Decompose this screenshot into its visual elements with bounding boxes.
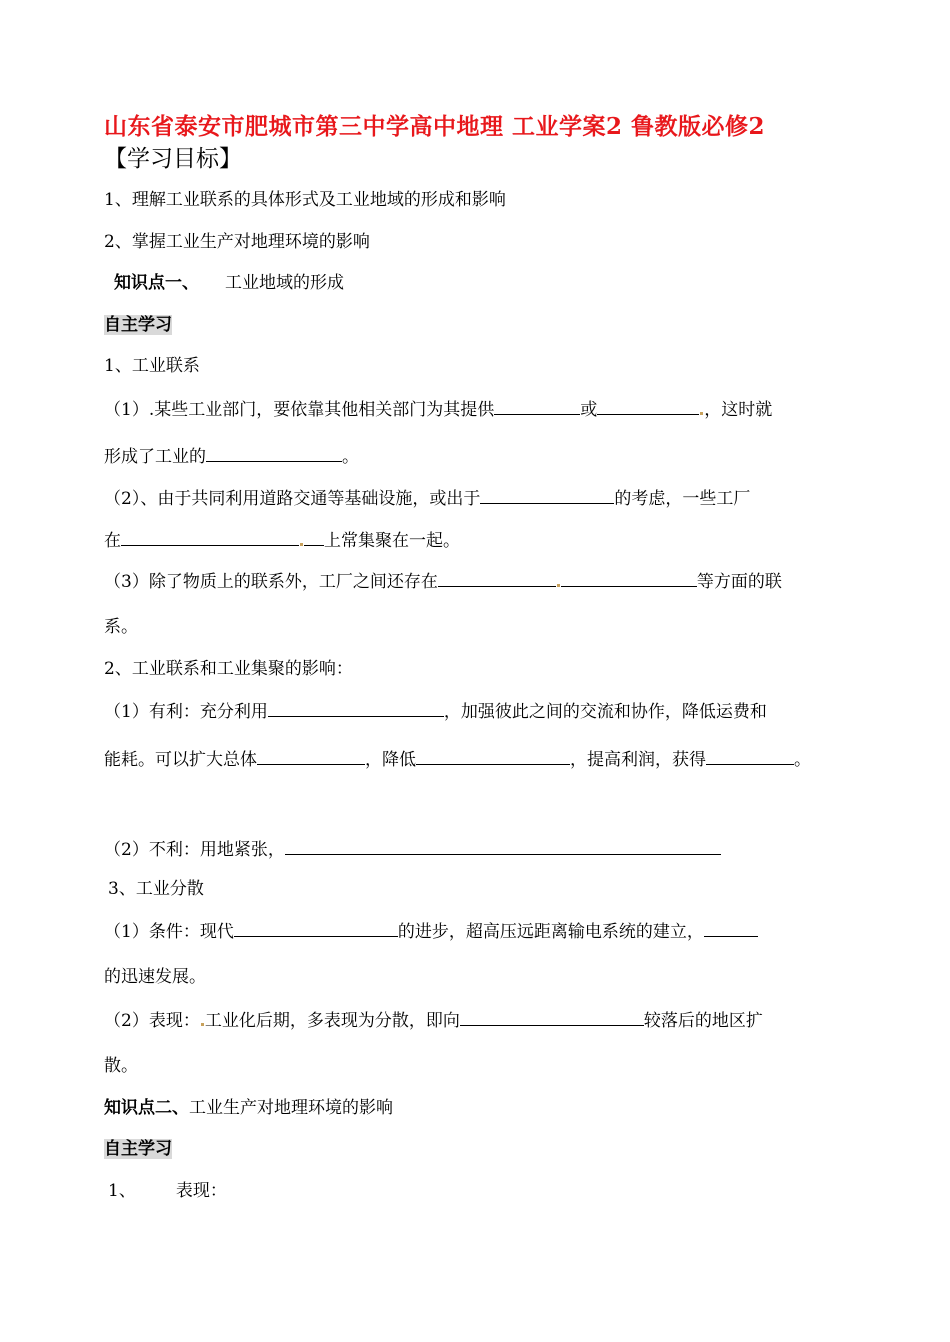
document-title: 山东省泰安市肥城市第三中学高中地理 工业学案2 鲁教版必修2 xyxy=(104,113,766,140)
text-segment: （2）不利：用地紧张， xyxy=(104,840,285,860)
text-segment: 的进步，超高压远距离输电系统的建立， xyxy=(397,922,704,942)
kp1-title: 工业地域的形成 xyxy=(225,273,344,293)
answer-blank[interactable] xyxy=(706,746,794,765)
mark-dot xyxy=(201,1023,204,1026)
answer-blank[interactable] xyxy=(206,443,342,462)
text-segment: 表现： xyxy=(175,1181,227,1201)
text-segment: ，加强彼此之间的交流和协作，降低运费和 xyxy=(443,702,767,722)
answer-blank[interactable] xyxy=(285,836,721,855)
answer-blank[interactable] xyxy=(561,568,697,587)
answer-blank[interactable] xyxy=(597,396,699,415)
mark-dot xyxy=(700,412,703,415)
answer-blank[interactable] xyxy=(438,568,556,587)
section-title: 3、工业分散 xyxy=(108,879,204,899)
self-study-label: 自主学习 xyxy=(104,315,172,335)
paragraph-line xyxy=(104,568,782,594)
paragraph-line xyxy=(104,396,772,422)
answer-blank[interactable] xyxy=(304,527,324,546)
paragraph-line xyxy=(104,746,811,772)
text-segment: （1）.某些工业部门，要依靠其他相关部门为其提供 xyxy=(104,400,495,420)
paragraph-line xyxy=(104,443,359,469)
text-segment: 较落后的地区扩 xyxy=(643,1011,763,1031)
knowledge-point-2 xyxy=(104,1096,393,1120)
objective-item: 2、掌握工业生产对地理环境的影响 xyxy=(104,232,370,252)
text-segment: 或 xyxy=(580,400,598,420)
answer-blank[interactable] xyxy=(234,918,398,937)
text-segment: ，这时就 xyxy=(704,400,773,420)
text-segment: （3）除了物质上的联系外，工厂之间还存在 xyxy=(104,572,438,592)
text-segment: 。 xyxy=(794,750,811,770)
text-segment: （2）、由于共同利用道路交通等基础设施，或出于 xyxy=(104,489,481,509)
answer-blank[interactable] xyxy=(268,698,444,717)
answer-blank[interactable] xyxy=(416,746,570,765)
paragraph-line xyxy=(104,527,460,553)
answer-blank[interactable] xyxy=(494,396,580,415)
text-segment: （2）表现： xyxy=(104,1011,200,1031)
self-study-heading xyxy=(104,313,172,337)
objective-item: 1、理解工业联系的具体形式及工业地域的形成和影响 xyxy=(104,190,506,210)
paragraph-line: 系。 xyxy=(104,617,138,637)
paragraph-line xyxy=(104,485,750,511)
section-title: 2、工业联系和工业集聚的影响： xyxy=(104,659,353,679)
text-segment: 能耗。可以扩大总体 xyxy=(104,750,257,770)
section-title: 1、工业联系 xyxy=(104,356,200,376)
text-segment: （1）条件：现代 xyxy=(104,922,234,942)
knowledge-point-1 xyxy=(114,271,344,295)
answer-blank[interactable] xyxy=(480,485,614,504)
paragraph-line xyxy=(104,1007,763,1033)
paragraph-line: 的迅速发展。 xyxy=(104,967,206,987)
text-segment: 在 xyxy=(104,531,121,551)
text-segment: （1）有利：充分利用 xyxy=(104,702,268,722)
self-study-heading xyxy=(104,1137,172,1161)
text-segment: 1、 xyxy=(108,1181,136,1201)
objectives-heading: 【学习目标】 xyxy=(104,146,242,172)
answer-blank[interactable] xyxy=(121,527,299,546)
text-segment: ，降低 xyxy=(365,750,416,770)
kp1-label: 知识点一、 xyxy=(114,273,199,293)
text-segment: 形成了工业的 xyxy=(104,447,206,467)
text-segment: 上常集聚在一起。 xyxy=(324,531,460,551)
section-title xyxy=(108,1179,227,1203)
text-segment: 。 xyxy=(342,447,359,467)
answer-blank[interactable] xyxy=(460,1007,644,1026)
text-segment: ，提高利润，获得 xyxy=(570,750,706,770)
text-segment: 工业化后期，多表现为分散，即向 xyxy=(204,1011,460,1031)
paragraph-line xyxy=(104,698,767,724)
text-segment: 的考虑，一些工厂 xyxy=(614,489,751,509)
answer-blank[interactable] xyxy=(257,746,365,765)
text-segment: 等方面的联 xyxy=(696,572,782,592)
paragraph-line xyxy=(104,836,721,862)
mark-dot xyxy=(300,543,303,546)
mark-dot xyxy=(557,584,560,587)
paragraph-line: 散。 xyxy=(104,1056,138,1076)
self-study-label: 自主学习 xyxy=(104,1139,172,1159)
kp2-label: 知识点二、 xyxy=(104,1098,189,1118)
answer-blank[interactable] xyxy=(704,918,758,937)
paragraph-line xyxy=(104,918,758,944)
kp2-title: 工业生产对地理环境的影响 xyxy=(189,1098,393,1118)
